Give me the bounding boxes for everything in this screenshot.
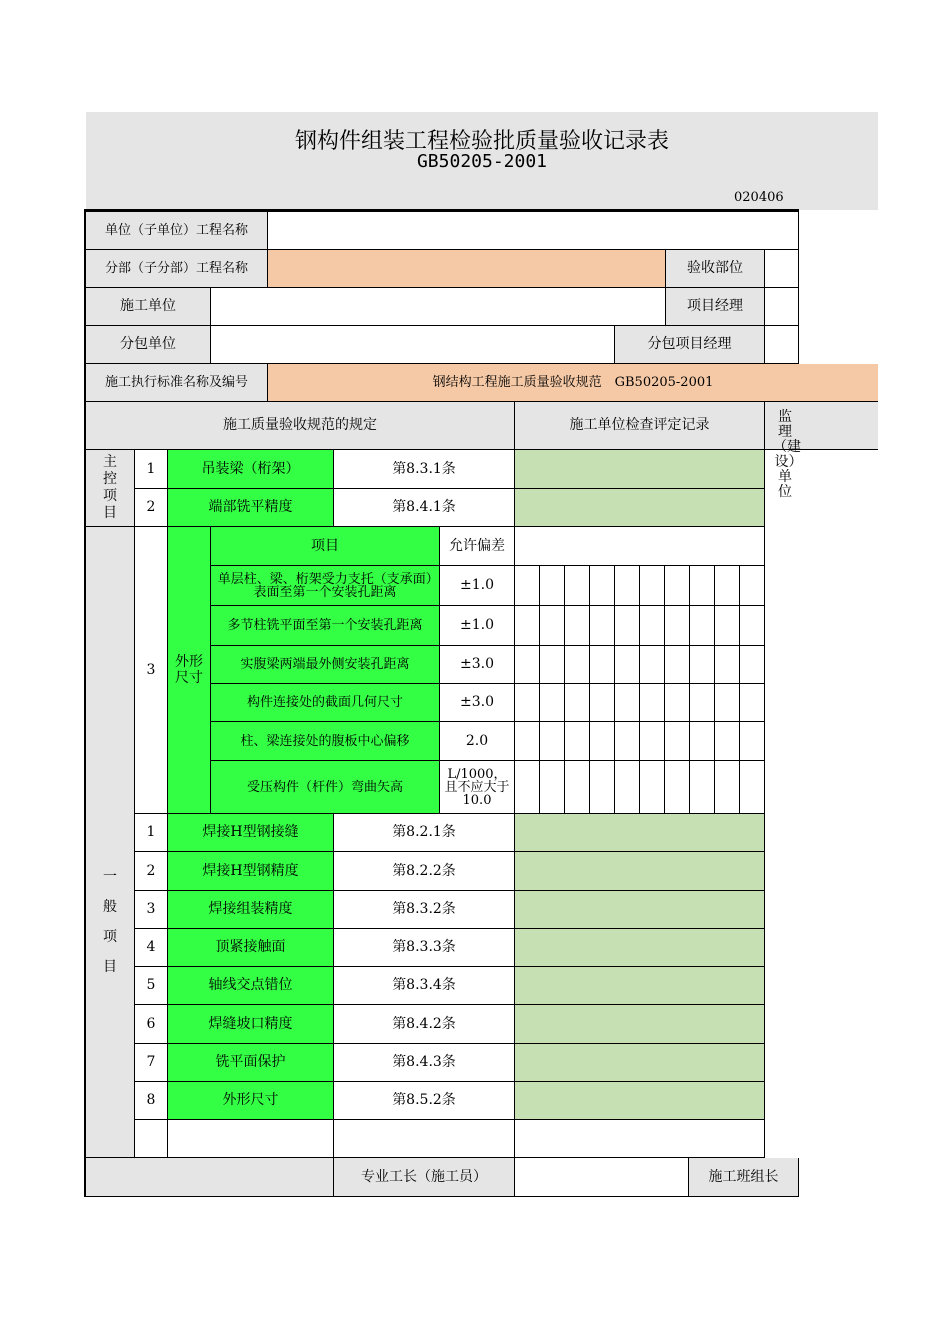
dim-measure-cell[interactable] bbox=[715, 722, 740, 761]
general-item-record[interactable] bbox=[515, 891, 765, 929]
general-item-record[interactable] bbox=[515, 1005, 765, 1044]
dim-label-text: 外形尺寸 bbox=[175, 654, 203, 686]
dim-measure-cell[interactable] bbox=[640, 684, 665, 722]
subcontractor-label: 分包单位 bbox=[86, 326, 211, 364]
dim-measure-cell[interactable] bbox=[640, 722, 665, 761]
sub-project-manager-field[interactable] bbox=[765, 326, 799, 364]
general-char: 项 bbox=[103, 929, 117, 945]
dim-record-header bbox=[515, 527, 765, 566]
supervisor-header-text: 监理（建设）单位 bbox=[773, 409, 801, 500]
dim-measure-cell[interactable] bbox=[590, 566, 615, 606]
dim-measure-cell[interactable] bbox=[565, 566, 590, 606]
general-item-no: 5 bbox=[135, 967, 168, 1005]
general-char: 一 bbox=[103, 869, 117, 885]
foreman-label: 专业工长（施工员） bbox=[334, 1158, 515, 1197]
dim-measure-cell[interactable] bbox=[640, 761, 665, 814]
dim-row-item: 多节柱铣平面至第一个安装孔距离 bbox=[211, 606, 440, 646]
dim-measure-cell[interactable] bbox=[565, 684, 590, 722]
dim-measure-cell[interactable] bbox=[565, 646, 590, 684]
dim-row-item: 柱、梁连接处的腹板中心偏移 bbox=[211, 722, 440, 761]
form-title: 钢构件组装工程检验批质量验收记录表 bbox=[294, 129, 669, 154]
main-item-name: 端部铣平精度 bbox=[168, 489, 334, 527]
project-manager-label: 项目经理 bbox=[666, 288, 765, 326]
main-item-clause: 第8.3.1条 bbox=[334, 450, 515, 489]
dim-measure-cell[interactable] bbox=[740, 606, 765, 646]
main-control-label bbox=[86, 450, 135, 527]
dim-row-tolerance: L/1000，且不应大于10.0 bbox=[440, 761, 515, 814]
dim-measure-cell[interactable] bbox=[715, 646, 740, 684]
dim-measure-cell[interactable] bbox=[640, 566, 665, 606]
dim-measure-cell[interactable] bbox=[615, 722, 640, 761]
subcontractor-field[interactable] bbox=[211, 326, 615, 364]
dim-measure-cell[interactable] bbox=[640, 646, 665, 684]
empty-record[interactable] bbox=[515, 1120, 765, 1158]
general-item-name: 焊接组装精度 bbox=[168, 891, 334, 929]
dim-row-tolerance: ±1.0 bbox=[440, 566, 515, 606]
dim-measure-cell[interactable] bbox=[540, 761, 565, 814]
dim-measure-cell[interactable] bbox=[590, 761, 615, 814]
dim-measure-cell[interactable] bbox=[715, 566, 740, 606]
dim-measure-cell[interactable] bbox=[690, 566, 715, 606]
general-item-name: 焊接H型钢接缝 bbox=[168, 814, 334, 852]
general-item-name: 焊缝坡口精度 bbox=[168, 1005, 334, 1044]
dim-measure-cell[interactable] bbox=[590, 722, 615, 761]
general-item-clause: 第8.4.3条 bbox=[334, 1044, 515, 1082]
dim-measure-cell[interactable] bbox=[515, 684, 540, 722]
general-item-clause: 第8.2.2条 bbox=[334, 852, 515, 891]
dim-measure-cell[interactable] bbox=[565, 606, 590, 646]
main-item-record[interactable] bbox=[515, 450, 765, 489]
supervisor-header bbox=[765, 402, 878, 500]
dim-row-item: 单层柱、梁、桁架受力支托（支承面）表面至第一个安装孔距离 bbox=[211, 566, 440, 606]
dim-measure-cell[interactable] bbox=[665, 722, 690, 761]
dim-row-tolerance: ±3.0 bbox=[440, 646, 515, 684]
check-record-header: 施工单位检查评定记录 bbox=[515, 402, 765, 450]
acceptance-part-field[interactable] bbox=[765, 250, 799, 288]
general-item-name: 焊接H型钢精度 bbox=[168, 852, 334, 891]
dim-measure-cell[interactable] bbox=[615, 606, 640, 646]
general-item-no: 4 bbox=[135, 929, 168, 967]
general-item-record[interactable] bbox=[515, 1044, 765, 1082]
main-item-no: 2 bbox=[135, 489, 168, 527]
main-item-clause: 第8.4.1条 bbox=[334, 489, 515, 527]
unit-project-label: 单位（子单位）工程名称 bbox=[86, 212, 268, 250]
dim-measure-cell[interactable] bbox=[740, 646, 765, 684]
dim-measure-cell[interactable] bbox=[690, 761, 715, 814]
dim-row-item: 实腹梁两端最外侧安装孔距离 bbox=[211, 646, 440, 684]
standard-label: 施工执行标准名称及编号 bbox=[86, 364, 268, 402]
general-item-record[interactable] bbox=[515, 967, 765, 1005]
dim-measure-cell[interactable] bbox=[665, 566, 690, 606]
main-item-record[interactable] bbox=[515, 489, 765, 527]
dim-row-item: 构件连接处的截面几何尺寸 bbox=[211, 684, 440, 722]
dim-measure-cell[interactable] bbox=[640, 606, 665, 646]
main-item-no: 1 bbox=[135, 450, 168, 489]
main-control-char: 控 bbox=[103, 471, 117, 487]
sub-project-manager-label: 分包项目经理 bbox=[615, 326, 765, 364]
dim-measure-cell[interactable] bbox=[740, 722, 765, 761]
dim-measure-cell[interactable] bbox=[515, 566, 540, 606]
project-manager-field[interactable] bbox=[765, 288, 799, 326]
dim-no: 3 bbox=[135, 527, 168, 814]
general-item-name: 外形尺寸 bbox=[168, 1082, 334, 1120]
general-item-clause: 第8.2.1条 bbox=[334, 814, 515, 852]
dim-measure-cell[interactable] bbox=[740, 684, 765, 722]
general-label bbox=[86, 527, 135, 1158]
dim-measure-cell[interactable] bbox=[740, 761, 765, 814]
general-item-name: 顶紧接触面 bbox=[168, 929, 334, 967]
dim-measure-cell[interactable] bbox=[690, 722, 715, 761]
sub-project-field[interactable] bbox=[268, 250, 666, 288]
dim-measure-cell[interactable] bbox=[540, 566, 565, 606]
team-leader-label: 施工班组长 bbox=[689, 1158, 799, 1197]
dim-row-tolerance: ±3.0 bbox=[440, 684, 515, 722]
dim-measure-cell[interactable] bbox=[665, 646, 690, 684]
standard-value: 钢结构工程施工质量验收规范 GB50205-2001 bbox=[268, 364, 878, 402]
general-item-no: 6 bbox=[135, 1005, 168, 1044]
constructor-field[interactable] bbox=[211, 288, 666, 326]
general-char: 目 bbox=[103, 959, 117, 975]
form-code: 020406 bbox=[734, 190, 784, 205]
dim-measure-cell[interactable] bbox=[665, 684, 690, 722]
dim-measure-cell[interactable] bbox=[515, 606, 540, 646]
general-item-clause: 第8.3.4条 bbox=[334, 967, 515, 1005]
general-item-record[interactable] bbox=[515, 852, 765, 891]
general-item-record[interactable] bbox=[515, 929, 765, 967]
empty-clause bbox=[334, 1120, 515, 1158]
general-item-no: 1 bbox=[135, 814, 168, 852]
spec-header: 施工质量验收规范的规定 bbox=[86, 402, 515, 450]
general-item-name: 铣平面保护 bbox=[168, 1044, 334, 1082]
form-standard: GB50205-2001 bbox=[416, 151, 548, 172]
main-item-name: 吊装梁（桁架） bbox=[168, 450, 334, 489]
footer-blank bbox=[86, 1158, 334, 1197]
dim-measure-cell[interactable] bbox=[615, 684, 640, 722]
dim-measure-cell[interactable] bbox=[590, 606, 615, 646]
general-item-no: 2 bbox=[135, 852, 168, 891]
dim-measure-cell[interactable] bbox=[615, 646, 640, 684]
empty-name bbox=[168, 1120, 334, 1158]
constructor-label: 施工单位 bbox=[86, 288, 211, 326]
dim-measure-cell[interactable] bbox=[740, 566, 765, 606]
general-item-clause: 第8.3.2条 bbox=[334, 891, 515, 929]
dim-measure-cell[interactable] bbox=[515, 761, 540, 814]
dim-measure-cell[interactable] bbox=[690, 606, 715, 646]
dim-measure-cell[interactable] bbox=[715, 606, 740, 646]
general-item-clause: 第8.3.3条 bbox=[334, 929, 515, 967]
dim-measure-cell[interactable] bbox=[615, 761, 640, 814]
general-char: 般 bbox=[103, 899, 117, 915]
general-item-clause: 第8.4.2条 bbox=[334, 1005, 515, 1044]
general-item-clause: 第8.5.2条 bbox=[334, 1082, 515, 1120]
dim-measure-cell[interactable] bbox=[665, 761, 690, 814]
general-item-record[interactable] bbox=[515, 814, 765, 852]
dim-measure-cell[interactable] bbox=[690, 684, 715, 722]
dim-row-tolerance: ±1.0 bbox=[440, 606, 515, 646]
dim-measure-cell[interactable] bbox=[515, 722, 540, 761]
dim-measure-cell[interactable] bbox=[690, 646, 715, 684]
general-item-no: 7 bbox=[135, 1044, 168, 1082]
general-item-name: 轴线交点错位 bbox=[168, 967, 334, 1005]
main-control-char: 目 bbox=[103, 505, 117, 521]
general-item-no: 8 bbox=[135, 1082, 168, 1120]
dim-tolerance-header: 允许偏差 bbox=[440, 527, 515, 566]
dim-measure-cell[interactable] bbox=[565, 761, 590, 814]
dim-measure-cell[interactable] bbox=[665, 606, 690, 646]
sub-project-label: 分部（子分部）工程名称 bbox=[86, 250, 268, 288]
dim-label bbox=[168, 527, 211, 814]
dim-measure-cell[interactable] bbox=[590, 646, 615, 684]
dim-measure-cell[interactable] bbox=[715, 761, 740, 814]
general-item-record[interactable] bbox=[515, 1082, 765, 1120]
dim-measure-cell[interactable] bbox=[715, 684, 740, 722]
empty-no bbox=[135, 1120, 168, 1158]
dim-measure-cell[interactable] bbox=[565, 722, 590, 761]
main-control-char: 项 bbox=[103, 488, 117, 504]
dim-item-header: 项目 bbox=[211, 527, 440, 566]
general-item-no: 3 bbox=[135, 891, 168, 929]
main-control-char: 主 bbox=[103, 454, 117, 470]
dim-measure-cell[interactable] bbox=[540, 606, 565, 646]
dim-measure-cell[interactable] bbox=[590, 684, 615, 722]
dim-measure-cell[interactable] bbox=[540, 684, 565, 722]
dim-row-tolerance: 2.0 bbox=[440, 722, 515, 761]
foreman-field[interactable] bbox=[515, 1158, 689, 1197]
dim-measure-cell[interactable] bbox=[615, 566, 640, 606]
acceptance-part-label: 验收部位 bbox=[666, 250, 765, 288]
unit-project-field[interactable] bbox=[268, 212, 799, 250]
dim-measure-cell[interactable] bbox=[540, 722, 565, 761]
dim-row-item: 受压构件（杆件）弯曲矢高 bbox=[211, 761, 440, 814]
dim-measure-cell[interactable] bbox=[540, 646, 565, 684]
dim-measure-cell[interactable] bbox=[515, 646, 540, 684]
